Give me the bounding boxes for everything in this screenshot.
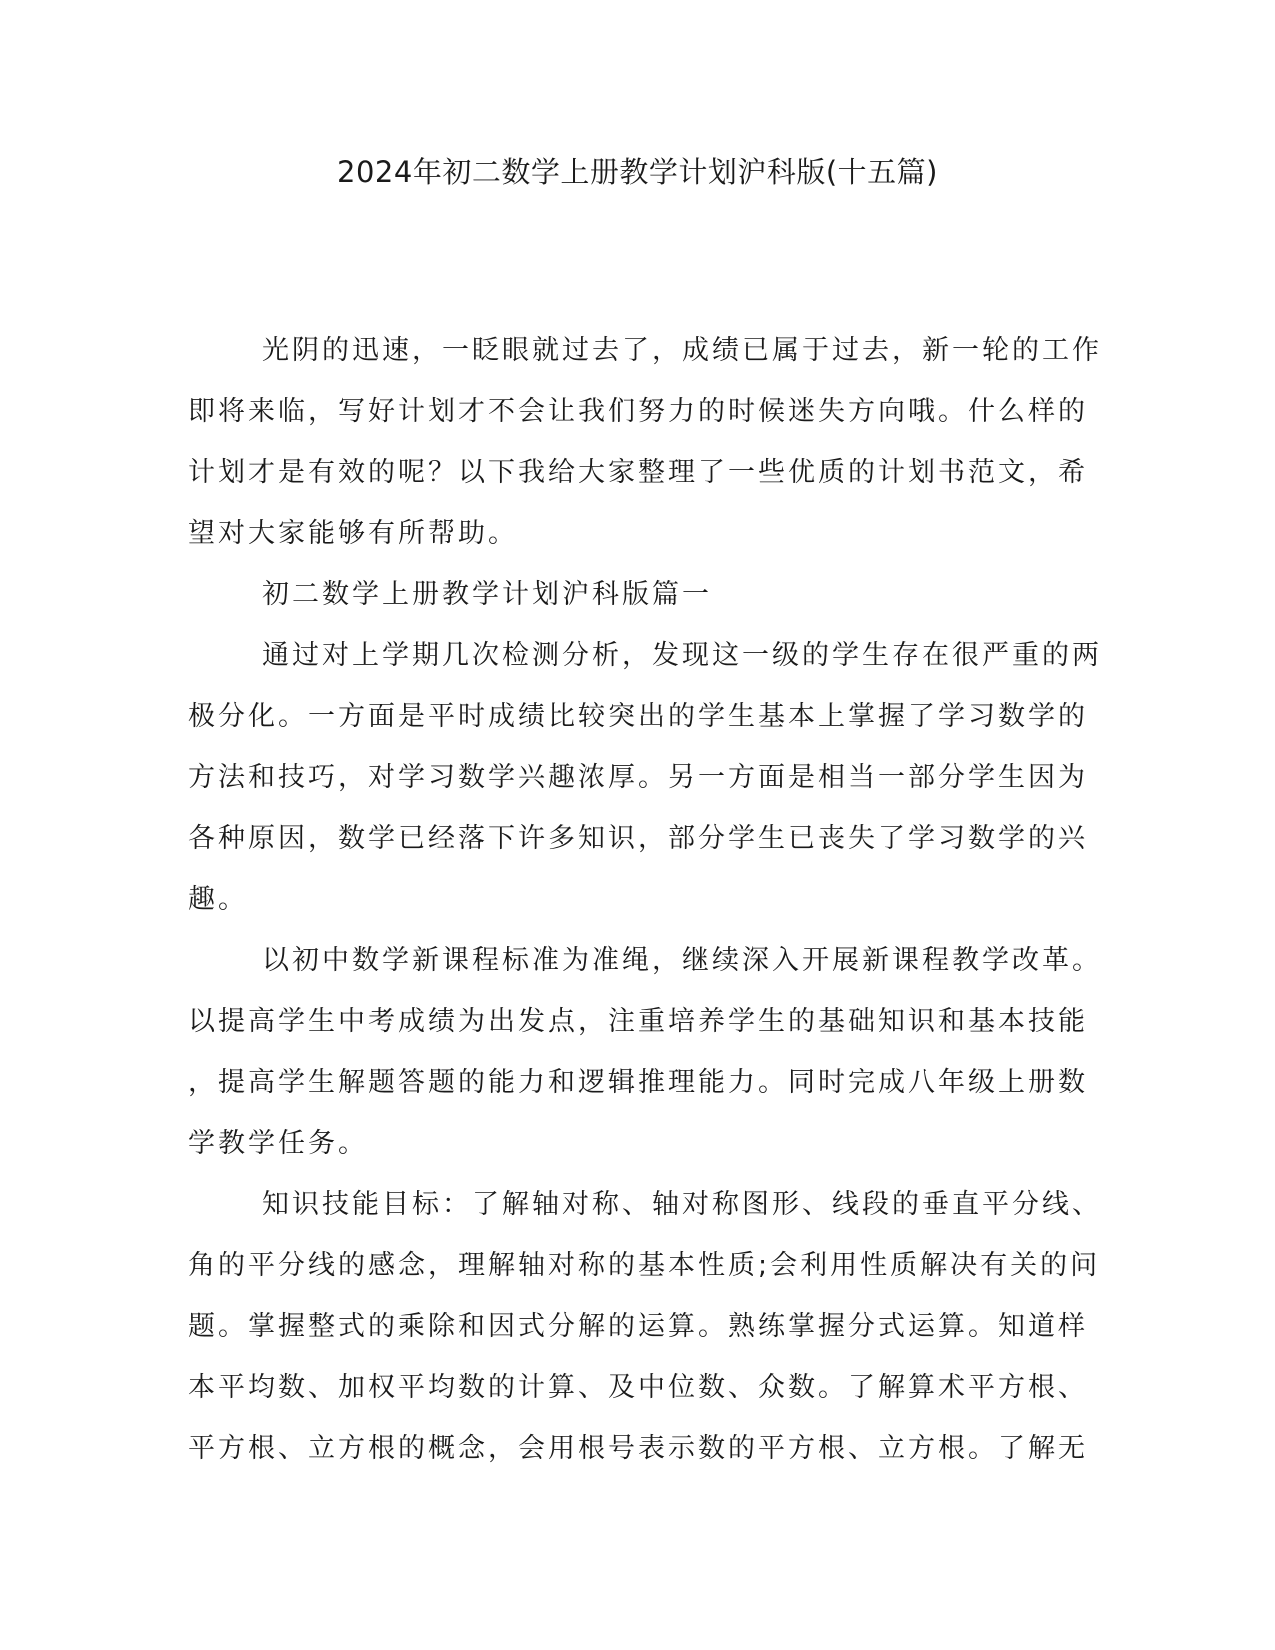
text-line: ，提高学生解题答题的能力和逻辑推理能力。同时完成八年级上册数 xyxy=(188,1067,1088,1098)
text-line: 题。掌握整式的乘除和因式分解的运算。熟练掌握分式运算。知道样 xyxy=(188,1311,1088,1342)
section-heading: 初二数学上册教学计划沪科版篇一 xyxy=(262,579,712,610)
text-line: 以提高学生中考成绩为出发点，注重培养学生的基础知识和基本技能 xyxy=(188,1006,1088,1037)
text-line: 方法和技巧，对学习数学兴趣浓厚。另一方面是相当一部分学生因为 xyxy=(188,762,1088,793)
text-line: 本平均数、加权平均数的计算、及中位数、众数。了解算术平方根、 xyxy=(188,1372,1088,1403)
document-body xyxy=(188,320,1102,1479)
text-line: 光阴的迅速，一眨眼就过去了，成绩已属于过去，新一轮的工作 xyxy=(262,335,1102,366)
text-line: 极分化。一方面是平时成绩比较突出的学生基本上掌握了学习数学的 xyxy=(188,701,1088,732)
text-line: 即将来临，写好计划才不会让我们努力的时候迷失方向哦。什么样的 xyxy=(188,396,1088,427)
text-line: 角的平分线的感念，理解轴对称的基本性质;会利用性质解决有关的问 xyxy=(188,1250,1101,1281)
text-line: 学教学任务。 xyxy=(188,1128,368,1159)
text-line: 计划才是有效的呢？以下我给大家整理了一些优质的计划书范文，希 xyxy=(188,457,1088,488)
text-line: 知识技能目标：了解轴对称、轴对称图形、线段的垂直平分线、 xyxy=(262,1189,1102,1220)
text-line: 望对大家能够有所帮助。 xyxy=(188,518,518,549)
text-line: 通过对上学期几次检测分析，发现这一级的学生存在很严重的两 xyxy=(262,640,1102,671)
text-line: 以初中数学新课程标准为准绳，继续深入开展新课程教学改革。 xyxy=(262,945,1102,976)
document-title: 2024年初二数学上册教学计划沪科版(十五篇) xyxy=(337,155,938,189)
text-line: 趣。 xyxy=(188,884,248,915)
text-line: 平方根、立方根的概念，会用根号表示数的平方根、立方根。了解无 xyxy=(188,1433,1088,1464)
text-line: 各种原因，数学已经落下许多知识，部分学生已丧失了学习数学的兴 xyxy=(188,823,1088,854)
